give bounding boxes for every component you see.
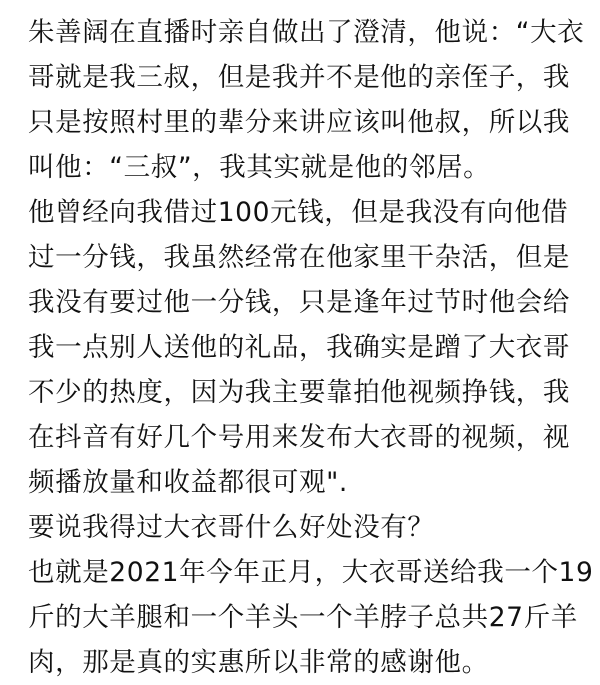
text-line: 朱善阔在直播时亲自做出了澄清，他说：“大衣 xyxy=(28,17,585,48)
text-line: 我一点别人送他的礼品，我确实是蹭了大衣哥 xyxy=(28,332,570,363)
text-line: 他曾经向我借过100元钱，但是我没有向他借 xyxy=(28,197,569,228)
text-line: 哥就是我三叔，但是我并不是他的亲侄子，我 xyxy=(28,62,570,93)
text-line: 不少的热度，因为我主要靠拍他视频挣钱，我 xyxy=(28,377,570,408)
text-line: 肉，那是真的实惠所以非常的感谢他。 xyxy=(28,647,489,678)
text-line: 斤的大羊腿和一个羊头一个羊脖子总共27斤羊 xyxy=(28,602,578,633)
text-line: 过一分钱，我虽然经常在他家里干杂活，但是 xyxy=(28,242,570,273)
text-line: 我没有要过他一分钱，只是逢年过节时他会给 xyxy=(28,287,570,318)
text-line: 也就是2021年今年正月，大衣哥送给我一个19 xyxy=(28,557,594,588)
text-line: 叫他：“三叔”，我其实就是他的邻居。 xyxy=(28,152,491,183)
text-line: 只是按照村里的辈分来讲应该叫他叔，所以我 xyxy=(28,107,570,138)
text-line: 要说我得过大衣哥什么好处没有？ xyxy=(28,512,435,543)
text-line: 频播放量和收益都很可观". xyxy=(28,467,348,498)
text-line: 在抖音有好几个号用来发布大衣哥的视频，视 xyxy=(28,422,570,453)
